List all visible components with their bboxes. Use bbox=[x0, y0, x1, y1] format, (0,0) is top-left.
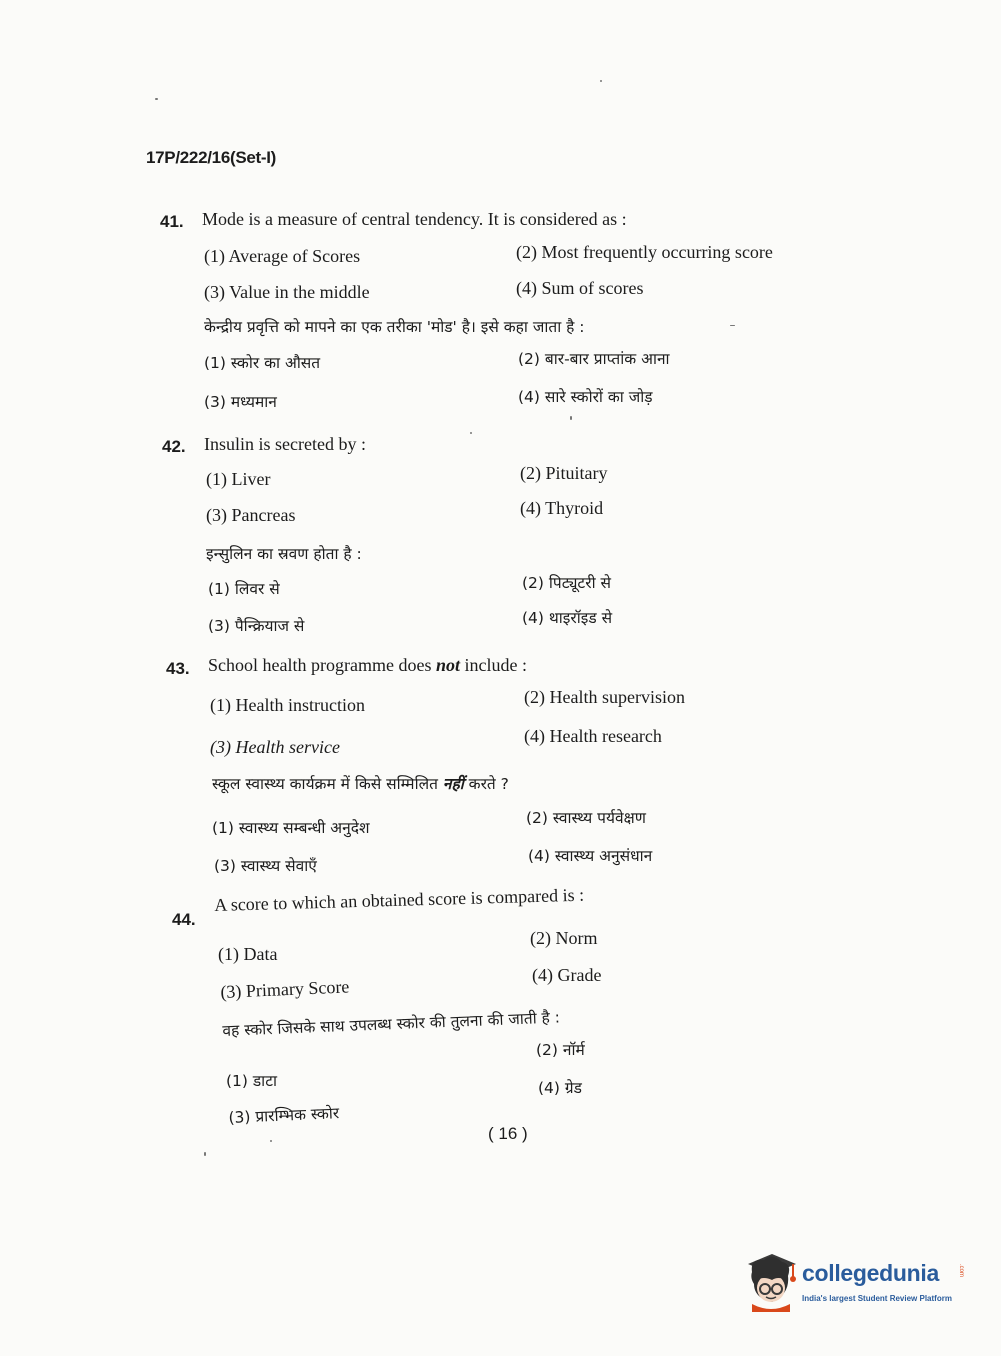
option-1-english: (1) Average of Scores bbox=[204, 246, 361, 266]
option-3-hindi: (3) स्वास्थ्य सेवाएँ bbox=[214, 857, 317, 875]
stem-emphasis: not bbox=[435, 655, 460, 675]
stem-part: include : bbox=[459, 655, 527, 675]
watermark-tagline: India's largest Student Review Platform bbox=[802, 1294, 952, 1303]
option-2-english: (2) Norm bbox=[530, 928, 598, 948]
option-3-text: (3) Health service bbox=[210, 737, 340, 757]
page-number: ( 16 ) bbox=[488, 1124, 528, 1143]
scan-speck bbox=[270, 1140, 272, 1142]
question-stem-hindi: केन्द्रीय प्रवृत्ति को मापने का एक तरीका 'मोड' है। इसे कहा जाता है : bbox=[204, 318, 585, 336]
option-2-hindi: (2) बार-बार प्राप्तांक आना bbox=[518, 350, 670, 368]
option-1-hindi: (1) डाटा bbox=[226, 1072, 278, 1090]
paper-code: 17P/222/16(Set-I) bbox=[146, 148, 277, 167]
question-stem-english: Mode is a measure of central tendency. It is considered as : bbox=[202, 209, 627, 229]
option-2-english: (2) Most frequently occurring score bbox=[516, 242, 773, 262]
option-2-hindi: (2) नॉर्म bbox=[536, 1041, 585, 1059]
option-4-english: (4) Sum of scores bbox=[516, 278, 644, 298]
scan-speck bbox=[204, 1152, 206, 1156]
option-4-english: (4) Health research bbox=[524, 726, 662, 746]
question-stem-english: A score to which an obtained score is compared is : bbox=[214, 884, 585, 915]
scan-speck bbox=[155, 98, 158, 100]
watermark-suffix: .com bbox=[958, 1264, 964, 1278]
option-3-hindi: (3) पैन्क्रियाज से bbox=[208, 617, 305, 635]
question-number: 41. bbox=[160, 212, 184, 231]
question-stem-english: Insulin is secreted by : bbox=[204, 434, 366, 454]
option-4-english: (4) Grade bbox=[532, 965, 602, 985]
option-1-english: (1) Liver bbox=[206, 469, 271, 489]
scan-speck bbox=[730, 325, 735, 326]
option-3-hindi: (3) प्रारम्भिक स्कोर bbox=[228, 1104, 340, 1127]
scan-speck bbox=[570, 416, 572, 420]
option-2-hindi: (2) पिट्यूटरी से bbox=[522, 574, 612, 592]
option-2-hindi: (2) स्वास्थ्य पर्यवेक्षण bbox=[526, 809, 646, 827]
question-stem-hindi: वह स्कोर जिसके साथ उपलब्ध स्कोर की तुलना की जाती है : bbox=[222, 1008, 561, 1040]
mascot-logo-icon bbox=[742, 1250, 800, 1312]
question-stem-hindi: इन्सुलिन का स्रवण होता है : bbox=[206, 545, 362, 563]
option-3-english: (3) Value in the middle bbox=[204, 282, 370, 302]
option-1-english: (1) Health instruction bbox=[210, 695, 365, 715]
option-2-english: (2) Pituitary bbox=[520, 463, 608, 483]
option-3-hindi: (3) मध्यमान bbox=[204, 393, 277, 411]
option-3-english bbox=[210, 737, 340, 758]
option-4-hindi: (4) थाइरॉइड से bbox=[522, 609, 613, 627]
scan-speck bbox=[600, 80, 602, 82]
stem-emphasis: नहीं bbox=[442, 775, 464, 793]
option-4-hindi: (4) सारे स्कोरों का जोड़ bbox=[518, 388, 653, 406]
option-1-hindi: (1) स्कोर का औसत bbox=[204, 354, 321, 372]
scan-speck bbox=[470, 432, 472, 434]
stem-part: स्कूल स्वास्थ्य कार्यक्रम में किसे सम्मिलित bbox=[212, 775, 443, 793]
question-number: 44. bbox=[172, 910, 196, 929]
question-number: 43. bbox=[166, 659, 190, 678]
option-3-english: (3) Primary Score bbox=[220, 976, 350, 1002]
question-stem-hindi bbox=[212, 772, 509, 794]
option-1-hindi: (1) लिवर से bbox=[208, 580, 280, 598]
stem-part: करते ? bbox=[463, 775, 509, 793]
collegedunia-watermark bbox=[742, 1246, 972, 1316]
option-4-hindi: (4) ग्रेड bbox=[538, 1079, 582, 1097]
watermark-name: collegedunia bbox=[802, 1260, 939, 1286]
option-4-hindi: (4) स्वास्थ्य अनुसंधान bbox=[528, 847, 653, 865]
option-1-hindi: (1) स्वास्थ्य सम्बन्धी अनुदेश bbox=[212, 819, 370, 837]
option-4-english: (4) Thyroid bbox=[520, 498, 604, 518]
question-stem-english bbox=[208, 655, 527, 676]
option-3-english: (3) Pancreas bbox=[206, 505, 296, 525]
stem-part: School health programme does bbox=[208, 655, 436, 675]
option-2-english: (2) Health supervision bbox=[524, 687, 685, 707]
question-number: 42. bbox=[162, 437, 186, 456]
option-1-english: (1) Data bbox=[218, 944, 278, 964]
